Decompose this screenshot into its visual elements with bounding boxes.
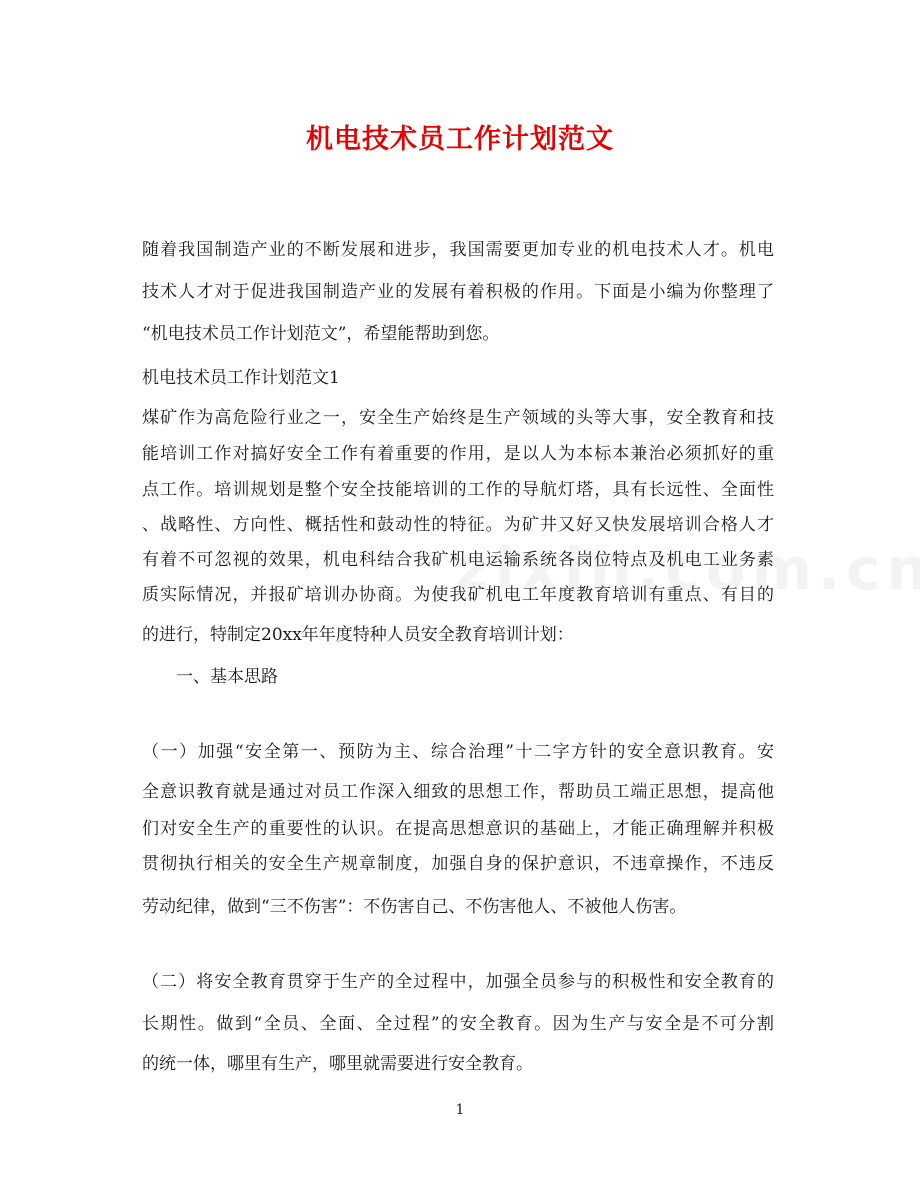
intro-line: 技术人才对于促进我国制造产业的发展有着积极的作用。下面是小编为你整理了 [142,282,774,302]
paragraph-line: 有着不可忽视的效果，机电科结合我矿机电运输系统各岗位特点及机电工业务素 [142,550,774,570]
page-number: 1 [455,1102,465,1118]
paragraph-line: 贯彻执行相关的安全生产规章制度，加强自身的保护意识，不违章操作，不违反 [142,854,774,874]
paragraph-line: 们对安全生产的重要性的认识。在提高思想意识的基础上，才能正确理解并积极 [142,819,774,839]
paragraph-line: 点工作。培训规划是整个安全技能培训的工作的导航灯塔，具有长远性、全面性 [142,480,774,500]
section-heading: 机电技术员工作计划范文1 [142,368,340,388]
paragraph-line: 的统一体，哪里有生产，哪里就需要进行安全教育。 [142,1054,533,1074]
paragraph-line: 劳动纪律，做到“三不伤害”：不伤害自己、不伤害他人、不被他人伤害。 [142,897,687,917]
paragraph-line: （一）加强“安全第一、预防为主、综合治理”十二字方针的安全意识教育。安 [142,742,774,762]
paragraph-line: 长期性。做到“全员、全面、全过程”的安全教育。因为生产与安全是不可分割 [142,1014,774,1034]
paragraph-line: （二）将安全教育贯穿于生产的全过程中，加强全员参与的积极性和安全教育的 [142,972,774,992]
paragraph-line: 煤矿作为高危险行业之一，安全生产始终是生产领域的头等大事，安全教育和技 [142,408,774,428]
intro-line: “机电技术员工作计划范文”，希望能帮助到您。 [142,324,500,344]
paragraph-line: 全意识教育就是通过对员工作深入细致的思想工作，帮助员工端正思想，提高他 [142,782,774,802]
document-title: 机电技术员工作计划范文 [306,124,614,155]
paragraph-line: 、战略性、方向性、概括性和鼓动性的特征。为矿井又好又快发展培训合格人才 [142,515,774,535]
paragraph-line: 能培训工作对搞好安全工作有着重要的作用，是以人为本标本兼治必须抓好的重 [142,444,774,464]
paragraph-line: 的进行，特制定20xx年年度特种人员安全教育培训计划： [142,625,574,645]
paragraph-line: 质实际情况，并报矿培训办协商。为使我矿机电工年度教育培训有重点、有目的 [142,585,774,605]
intro-line: 随着我国制造产业的不断发展和进步，我国需要更加专业的机电技术人才。机电 [142,240,774,260]
subheading: 一、基本思路 [176,667,278,687]
